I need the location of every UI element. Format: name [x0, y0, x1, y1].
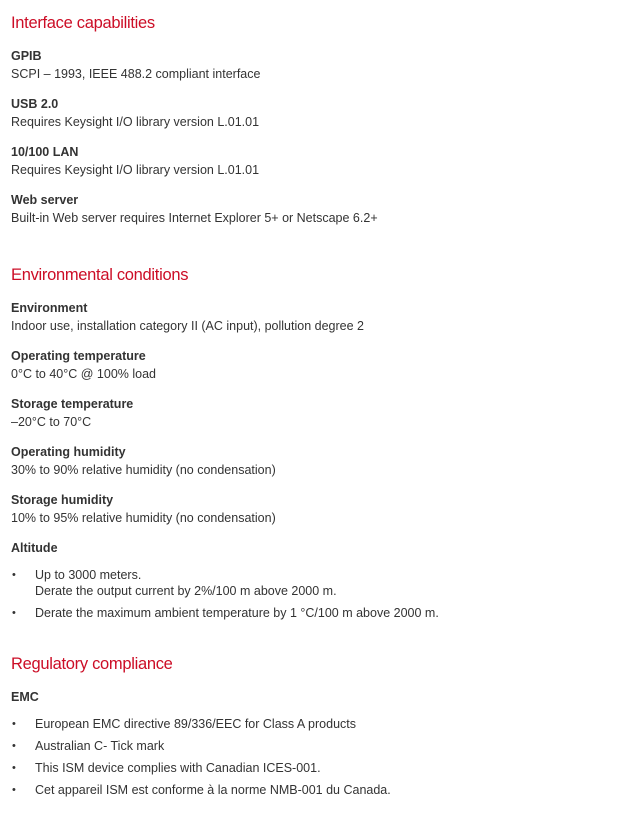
emc-item-2: Australian C- Tick mark: [35, 739, 165, 753]
bullet-dot: •: [12, 784, 16, 796]
storage-humidity-value: 10% to 95% relative humidity (no condensation): [11, 511, 276, 525]
gpib-label: GPIB: [11, 49, 42, 63]
bullet-dot: •: [12, 740, 16, 752]
usb-value: Requires Keysight I/O library version L.01.01: [11, 115, 260, 129]
environment-value: Indoor use, installation category II (AC input), pollution degree 2: [11, 319, 364, 333]
bullet-dot: •: [12, 607, 16, 619]
lan-value: Requires Keysight I/O library version L.01.01: [11, 163, 260, 177]
operating-temperature-value: 0°C to 40°C @ 100% load: [11, 367, 156, 381]
operating-humidity-label: Operating humidity: [11, 445, 126, 459]
emc-item-4: Cet appareil ISM est conforme à la norme NMB-001 du Canada.: [35, 783, 391, 797]
regulatory-compliance-heading: Regulatory compliance: [11, 655, 173, 673]
environmental-conditions-heading: Environmental conditions: [11, 266, 189, 284]
usb-label: USB 2.0: [11, 97, 59, 111]
emc-label: EMC: [11, 690, 39, 704]
storage-temperature-label: Storage temperature: [11, 397, 134, 411]
emc-item-3: This ISM device complies with Canadian ICES-001.: [35, 761, 321, 775]
gpib-value: SCPI – 1993, IEEE 488.2 compliant interface: [11, 67, 261, 81]
lan-label: 10/100 LAN: [11, 145, 79, 159]
storage-temperature-value: –20°C to 70°C: [11, 415, 92, 429]
environment-label: Environment: [11, 301, 88, 315]
altitude-item-1-line-1: Up to 3000 meters.: [35, 568, 142, 582]
emc-item-1: European EMC directive 89/336/EEC for Class A products: [35, 717, 356, 731]
web-server-label: Web server: [11, 193, 79, 207]
bullet-dot: •: [12, 569, 16, 581]
operating-humidity-value: 30% to 90% relative humidity (no condensation): [11, 463, 276, 477]
web-server-value: Built-in Web server requires Internet Explorer 5+ or Netscape 6.2+: [11, 211, 378, 225]
altitude-item-1-line-2: Derate the output current by 2%/100 m above 2000 m.: [35, 584, 337, 598]
bullet-dot: •: [12, 762, 16, 774]
operating-temperature-label: Operating temperature: [11, 349, 146, 363]
interface-capabilities-heading: Interface capabilities: [11, 14, 155, 32]
altitude-item-2: Derate the maximum ambient temperature by 1 °C/100 m above 2000 m.: [35, 606, 439, 620]
bullet-dot: •: [12, 718, 16, 730]
altitude-label: Altitude: [11, 541, 58, 555]
storage-humidity-label: Storage humidity: [11, 493, 114, 507]
